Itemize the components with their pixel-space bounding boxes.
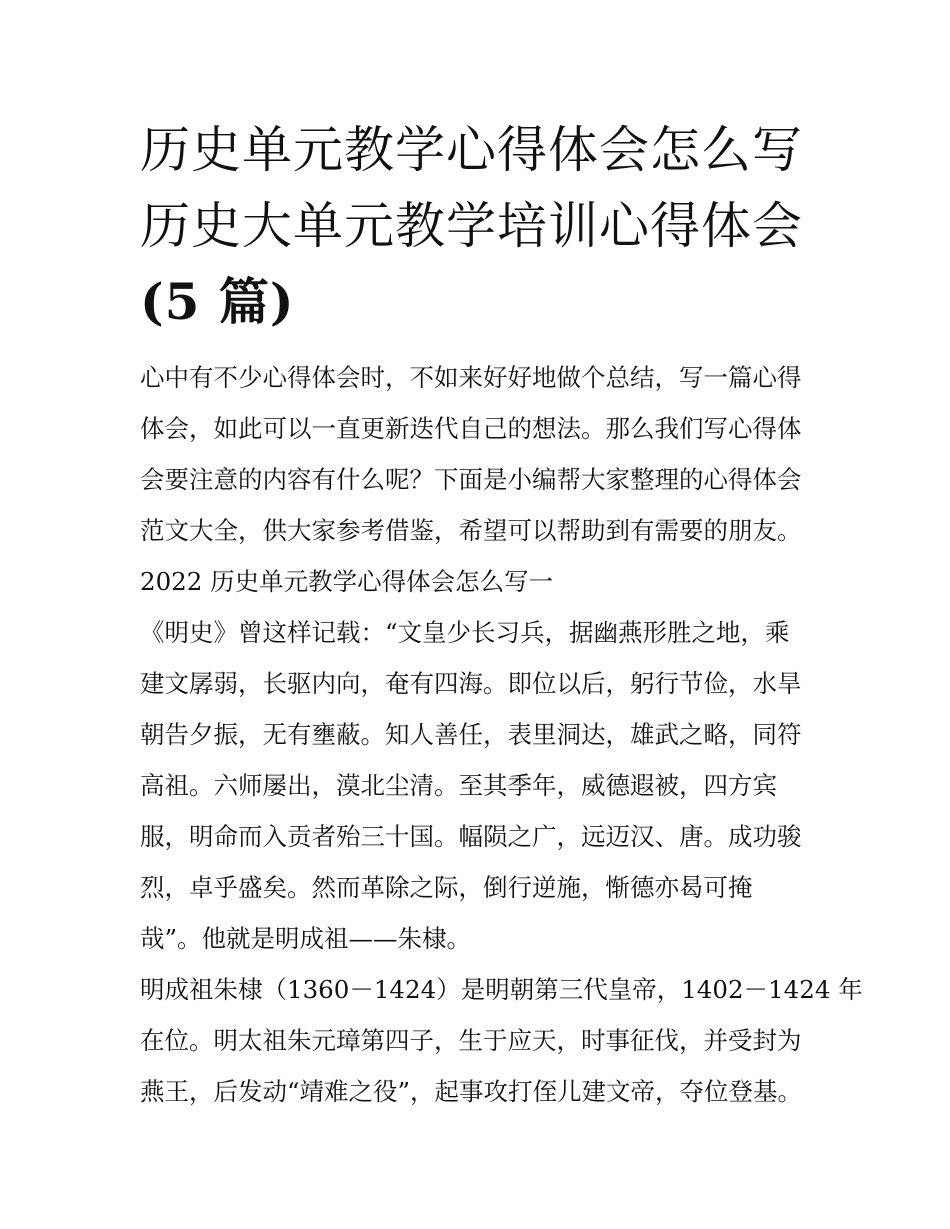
body-line-8: 朝告夕振，无有壅蔽。知人善任，表里洞达，雄武之略，同符	[140, 720, 802, 749]
body-line-9: 高祖。六师屡出，漠北尘清。至其季年，威德遐被，四方宾	[140, 771, 777, 800]
body-line-4: 范文大全，供大家参考借鉴，希望可以帮助到有需要的朋友。	[140, 516, 802, 545]
body-line-6: 《明史》曾这样记载：“文皇少长习兵，据幽燕形胜之地，乘	[140, 618, 790, 647]
title-line-1: 历史单元教学心得体会怎么写	[140, 121, 803, 179]
document-body	[140, 352, 863, 1117]
body-line-14: 在位。明太祖朱元璋第四子，生于应天，时事征伐，并受封为	[140, 1026, 802, 1055]
body-line-11: 烈，卓乎盛矣。然而革除之际，倒行逆施，惭德亦曷可掩	[140, 873, 753, 902]
title-line-2: 历史大单元教学培训心得体会	[140, 197, 803, 255]
body-line-13: 明成祖朱棣（1360－1424）是明朝第三代皇帝，1402－1424 年	[140, 975, 863, 1004]
body-line-1: 心中有不少心得体会时，不如来好好地做个总结，写一篇心得	[140, 363, 802, 392]
title-line-3: (5 篇)	[140, 272, 295, 331]
body-line-3: 会要注意的内容有什么呢？下面是小编帮大家整理的心得体会	[140, 465, 802, 494]
body-line-12: 哉”。他就是明成祖——朱棣。	[140, 924, 472, 953]
body-line-7: 建文孱弱，长驱内向，奄有四海。即位以后，躬行节俭，水旱	[140, 669, 802, 698]
body-line-10: 服，明命而入贡者殆三十国。幅陨之广，远迈汉、唐。成功骏	[140, 822, 802, 851]
body-line-15: 燕王，后发动“靖难之役”，起事攻打侄儿建文帝，夺位登基。	[140, 1077, 803, 1106]
document-title	[140, 112, 840, 340]
section-heading: 2022 历史单元教学心得体会怎么写一	[140, 567, 554, 596]
body-line-2: 体会，如此可以一直更新迭代自己的想法。那么我们写心得体	[140, 414, 802, 443]
